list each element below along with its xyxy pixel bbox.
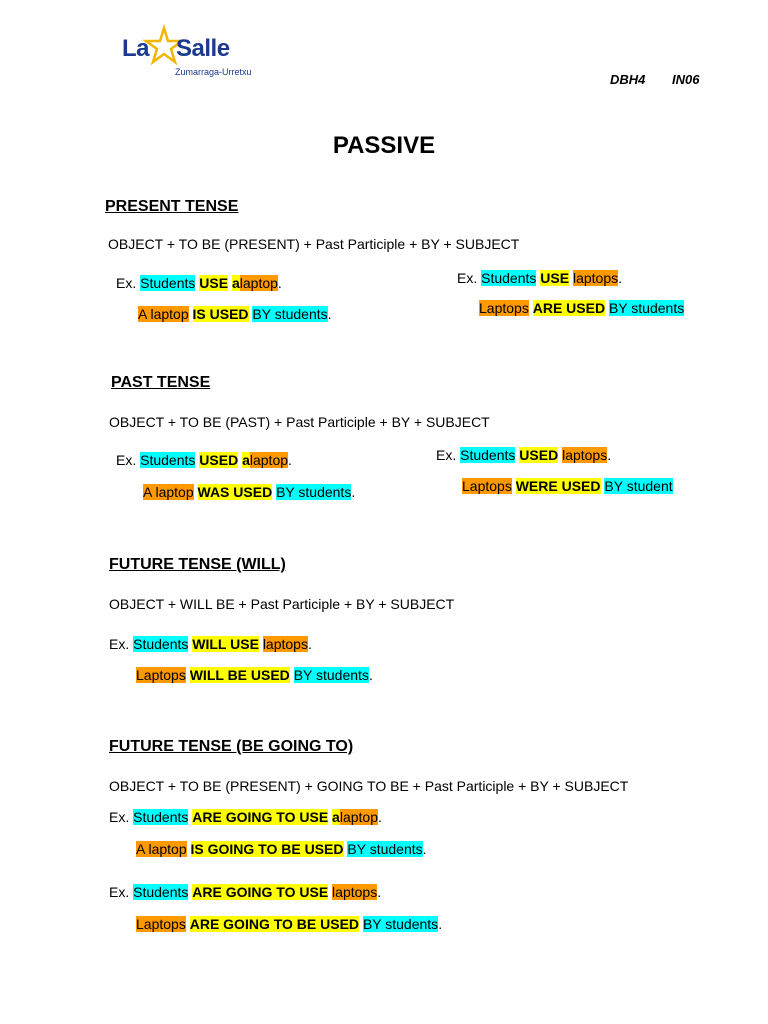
verb: ARE USED (532, 300, 606, 316)
agent: BY students (293, 667, 369, 683)
subject: Students (133, 809, 189, 825)
section-heading-future-going-to: FUTURE TENSE (BE GOING TO) (109, 738, 354, 755)
subject: Students (133, 884, 189, 900)
object: Laptops (479, 300, 529, 316)
punct: . (307, 636, 312, 652)
example-passive-past-left (143, 484, 355, 500)
ex-label: Ex. (457, 270, 482, 286)
example-active-going-to-1 (109, 809, 382, 825)
verb: USED (519, 447, 559, 463)
punct: . (438, 916, 443, 932)
agent: BY students (347, 841, 423, 857)
subject: Students (140, 275, 196, 291)
agent: BY students (608, 300, 685, 316)
ex-label: Ex. (116, 275, 141, 291)
subject: Students (140, 452, 196, 468)
example-passive-going-to-2 (136, 916, 442, 932)
object: laptop (239, 275, 278, 291)
object: A laptop (143, 484, 194, 500)
section-heading-present: PRESENT TENSE (105, 198, 239, 215)
verb: WAS USED (197, 484, 273, 500)
example-passive-future-will (136, 667, 373, 683)
punct: . (618, 270, 623, 286)
page-title: PASSIVE (332, 132, 436, 159)
example-passive-past-right (462, 478, 673, 494)
example-active-future-will (109, 636, 312, 652)
subject: Students (460, 447, 516, 463)
object: laptops (562, 447, 608, 463)
logo-text-part: La (122, 35, 150, 62)
object: laptops (262, 636, 308, 652)
article: a (231, 275, 240, 291)
formula-past: OBJECT + TO BE (PAST) + Past Participle + BY + SUBJECT (109, 414, 490, 430)
verb: USE (540, 270, 570, 286)
logo-wordmark (122, 35, 230, 63)
verb: ARE GOING TO USE (192, 884, 329, 900)
logo-text-part: Salle (176, 35, 230, 62)
verb: WILL USE (192, 636, 259, 652)
article: a (242, 452, 250, 468)
punct: . (277, 275, 282, 291)
agent: BY students (362, 916, 439, 932)
formula-present: OBJECT + TO BE (PRESENT) + Past Participle + BY + SUBJECT (108, 236, 520, 252)
verb: WILL BE USED (189, 667, 290, 683)
punct: . (378, 809, 382, 825)
object: laptops (332, 884, 378, 900)
ex-label: Ex. (109, 636, 134, 652)
example-active-past-left (116, 452, 292, 468)
example-active-going-to-2 (109, 884, 381, 900)
logo-subtitle: Zumarraga-Urretxu (175, 67, 252, 77)
section-heading-future-will: FUTURE TENSE (WILL) (109, 556, 286, 573)
object: Laptops (462, 478, 512, 494)
punct: . (377, 884, 382, 900)
object: Laptops (136, 667, 186, 683)
unit-code: IN06 (672, 72, 700, 87)
object: Laptops (136, 916, 186, 932)
object: laptop (339, 809, 378, 825)
example-passive-going-to-1 (136, 841, 427, 857)
object: A laptop (136, 841, 187, 857)
object: laptops (572, 270, 619, 286)
example-active-present-left (116, 275, 282, 291)
agent: BY student (604, 478, 673, 494)
ex-label: Ex. (109, 884, 134, 900)
verb: IS USED (192, 306, 249, 322)
example-active-past-right (436, 447, 611, 463)
example-passive-present-right (479, 300, 684, 316)
punct: . (327, 306, 332, 322)
agent: BY students (276, 484, 352, 500)
formula-future-going-to: OBJECT + TO BE (PRESENT) + GOING TO BE + Past Participle + BY + SUBJECT (109, 778, 629, 794)
section-heading-past: PAST TENSE (111, 374, 211, 391)
verb: USED (199, 452, 239, 468)
subject: Students (133, 636, 189, 652)
subject: Students (481, 270, 537, 286)
verb: ARE GOING TO BE USED (189, 916, 360, 932)
school-logo (120, 24, 252, 80)
agent: BY students (252, 306, 328, 322)
ex-label: Ex. (116, 452, 141, 468)
example-active-present-right (457, 270, 622, 286)
punct: . (607, 447, 612, 463)
course-code: DBH4 (610, 72, 646, 87)
punct: . (351, 484, 356, 500)
verb: USE (199, 275, 229, 291)
object: A laptop (138, 306, 189, 322)
ex-label: Ex. (436, 447, 461, 463)
article: a (332, 809, 340, 825)
example-passive-present-left (138, 306, 332, 322)
ex-label: Ex. (109, 809, 134, 825)
punct: . (422, 841, 427, 857)
verb: IS GOING TO BE USED (190, 841, 344, 857)
verb: ARE GOING TO USE (192, 809, 329, 825)
formula-future-will: OBJECT + WILL BE + Past Participle + BY + SUBJECT (109, 596, 455, 612)
punct: . (288, 452, 292, 468)
punct: . (368, 667, 373, 683)
object: laptop (249, 452, 289, 468)
verb: WERE USED (515, 478, 601, 494)
